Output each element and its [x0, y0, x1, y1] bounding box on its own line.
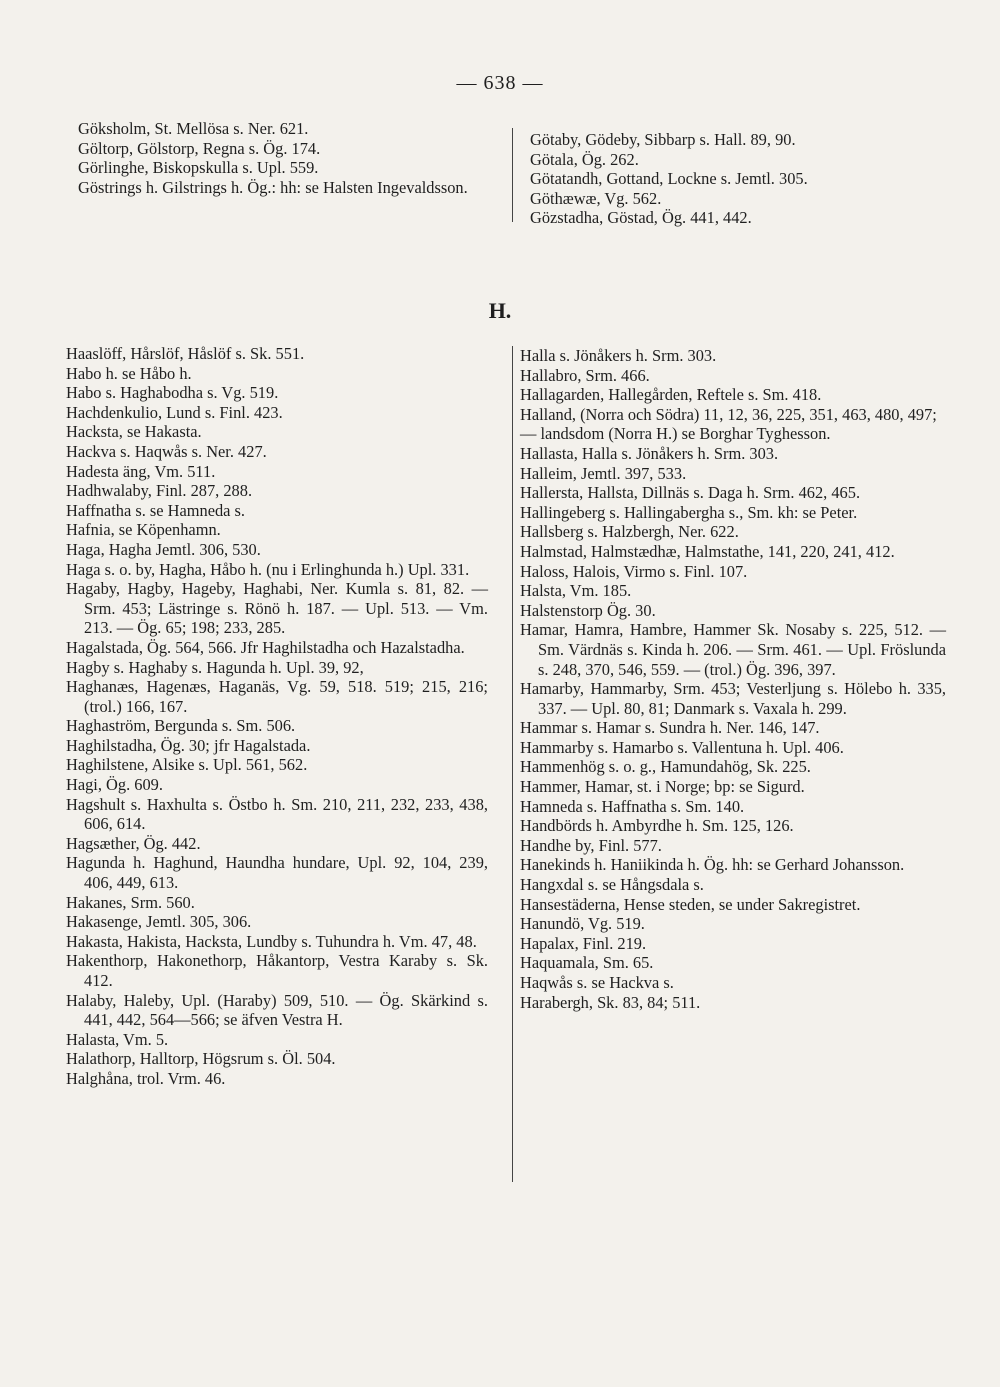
column-divider-top — [512, 128, 513, 222]
index-entry: Haaslöff, Hårslöf, Håslöf s. Sk. 551. — [66, 344, 305, 363]
index-entry: Hackva s. Haqwås s. Ner. 427. — [66, 441, 267, 461]
index-entry: Haghilstene, Alsike s. Upl. 561, 562. — [66, 755, 308, 775]
index-entry: Gözstadha, Göstad, Ög. 441, 442. — [530, 208, 752, 228]
index-entry: Haloss, Halois, Virmo s. Finl. 107. — [520, 561, 748, 581]
section-letter-heading: H. — [488, 298, 512, 323]
index-entry: Halghåna, trol. Vrm. 46. — [66, 1068, 226, 1088]
index-entry: Haghaström, Bergunda s. Sm. 506. — [66, 716, 296, 736]
index-entry: Hansestäderna, Hense steden, se under Sakregistret. — [520, 894, 861, 914]
index-entry: Hadesta äng, Vm. 511. — [66, 461, 216, 481]
index-entry: Habo h. se Håbo h. — [66, 363, 192, 383]
index-entry: Hanekinds h. Haniikinda h. Ög. hh: se Gerhard Johansson. — [520, 855, 905, 875]
index-entry: Hamarby, Hammarby, Srm. 453; Vesterljung s. Hölebo h. 335, 337. — Upl. 80, 81; Danmark s. Vaxala h. 299. — [520, 679, 946, 718]
index-column-top-right — [530, 130, 950, 228]
index-entry: Hammenhög s. o. g., Hamundahög, Sk. 225. — [520, 757, 811, 777]
index-entry: Haffnatha s. se Hamneda s. — [66, 500, 246, 520]
index-entry: Hammarby s. Hamarbo s. Vallentuna h. Upl. 406. — [520, 737, 844, 757]
index-entry: Haga s. o. by, Hagha, Håbo h. (nu i Erlinghunda h.) Upl. 331. — [66, 559, 470, 579]
index-entry: Hakanes, Srm. 560. — [66, 892, 195, 912]
index-entry: Halland, (Norra och Södra) 11, 12, 36, 225, 351, 463, 480, 497; — [520, 404, 937, 424]
index-entry: Hagby s. Haghaby s. Hagunda h. Upl. 39, 92, — [66, 657, 364, 677]
index-entry: Haghilstadha, Ög. 30; jfr Hagalstada. — [66, 735, 311, 755]
index-entry: Haquamala, Sm. 65. — [520, 953, 654, 973]
index-entry: Göltorp, Gölstorp, Regna s. Ög. 174. — [78, 138, 321, 158]
index-entry: Harabergh, Sk. 83, 84; 511. — [520, 992, 701, 1012]
index-entry: Görlinghe, Biskopskulla s. Upl. 559. — [78, 158, 319, 178]
index-entry: Haga, Hagha Jemtl. 306, 530. — [66, 539, 261, 559]
index-entry: Hakenthorp, Hakonethorp, Håkantorp, Vestra Karaby s. Sk. 412. — [66, 951, 488, 990]
index-entry: Götaby, Gödeby, Sibbarp s. Hall. 89, 90. — [530, 130, 796, 149]
index-entry: Hangxdal s. se Hångsdala s. — [520, 875, 704, 895]
index-entry: Göstrings h. Gilstrings h. Ög.: hh: se Halsten Ingevaldsson. — [78, 177, 468, 197]
page-number: — 638 — — [456, 72, 544, 94]
index-entry: Hakasenge, Jemtl. 305, 306. — [66, 912, 252, 932]
index-entry: Hagsæther, Ög. 442. — [66, 833, 201, 853]
index-entry: Hamneda s. Haffnatha s. Sm. 140. — [520, 796, 745, 816]
index-entry: Hamar, Hamra, Hambre, Hammer Sk. Nosaby s. 225, 512. — Sm. Värdnäs s. Kinda h. 206. — Srm. 461. — Upl. Fröslunda s. 248, 370, 546, 559. — (trol.) Ög. 396, 397. — [520, 620, 946, 679]
index-entry: Hadhwalaby, Finl. 287, 288. — [66, 481, 253, 501]
index-column-main-right — [520, 346, 946, 1012]
index-entry: Hakasta, Hakista, Hacksta, Lundby s. Tuhundra h. Vm. 47, 48. — [66, 931, 477, 951]
index-entry: Hallersta, Hallsta, Dillnäs s. Daga h. Srm. 462, 465. — [520, 483, 861, 503]
index-entry: Halathorp, Halltorp, Högsrum s. Öl. 504. — [66, 1049, 336, 1069]
index-entry: Hagshult s. Haxhulta s. Östbo h. Sm. 210, 211, 232, 233, 438, 606, 614. — [66, 794, 488, 834]
index-entry: Halaby, Haleby, Upl. (Haraby) 509, 510. — Ög. Skärkind s. 441, 442, 564—566; se äfven Vestra H. — [66, 990, 488, 1030]
index-entry: Haghanæs, Hagenæs, Haganäs, Vg. 59, 518. 519; 215, 216; (trol.) 166, 167. — [66, 677, 488, 716]
index-entry: Hachdenkulio, Lund s. Finl. 423. — [66, 402, 283, 422]
index-entry: Göthæwæ, Vg. 562. — [530, 188, 662, 208]
index-entry: Hagunda h. Haghund, Haundha hundare, Upl. 92, 104, 239, 406, 449, 613. — [66, 853, 488, 893]
index-entry: Hallsberg s. Halzbergh, Ner. 622. — [520, 522, 739, 542]
index-entry: Halsta, Vm. 185. — [520, 581, 632, 601]
index-entry: Habo s. Haghabodha s. Vg. 519. — [66, 383, 279, 403]
index-entry: Hapalax, Finl. 219. — [520, 933, 647, 953]
index-entry: Götala, Ög. 262. — [530, 149, 639, 169]
index-entry: Halstenstorp Ög. 30. — [520, 600, 656, 620]
index-entry: Halasta, Vm. 5. — [66, 1029, 169, 1049]
index-entry: Haqwås s. se Hackva s. — [520, 973, 674, 992]
index-entry: Hanundö, Vg. 519. — [520, 914, 645, 934]
index-column-top-left — [78, 119, 498, 197]
index-entry: Hagalstada, Ög. 564, 566. Jfr Haghilstadha och Hazalstadha. — [66, 637, 465, 657]
column-divider-main — [512, 346, 513, 1182]
index-entry: Halmstad, Halmstædhæ, Halmstathe, 141, 220, 241, 412. — [520, 541, 895, 561]
index-entry: — landsdom (Norra H.) se Borghar Tyghesson. — [520, 424, 831, 444]
index-entry: Hammar s. Hamar s. Sundra h. Ner. 146, 147. — [520, 718, 820, 738]
index-entry: Göksholm, St. Mellösa s. Ner. 621. — [78, 119, 309, 138]
index-entry: Handhe by, Finl. 577. — [520, 835, 662, 855]
index-entry: Hagi, Ög. 609. — [66, 775, 163, 795]
index-entry: Hallingeberg s. Hallingabergha s., Sm. kh: se Peter. — [520, 502, 858, 522]
index-column-main-left — [66, 344, 488, 1089]
index-entry: Götatandh, Gottand, Lockne s. Jemtl. 305. — [530, 169, 808, 189]
index-entry: Hallagarden, Hallegården, Reftele s. Sm. 418. — [520, 385, 822, 405]
index-entry: Hacksta, se Hakasta. — [66, 422, 202, 442]
index-entry: Hallasta, Halla s. Jönåkers h. Srm. 303. — [520, 443, 779, 463]
index-entry: Halla s. Jönåkers h. Srm. 303. — [520, 346, 717, 365]
index-entry: Hafnia, se Köpenhamn. — [66, 520, 221, 540]
index-entry: Handbörds h. Ambyrdhe h. Sm. 125, 126. — [520, 816, 794, 836]
index-entry: Hammer, Hamar, st. i Norge; bp: se Sigurd. — [520, 777, 805, 797]
index-entry: Hallabro, Srm. 466. — [520, 365, 650, 385]
index-entry: Halleim, Jemtl. 397, 533. — [520, 463, 687, 483]
index-entry: Hagaby, Hagby, Hageby, Haghabi, Ner. Kumla s. 81, 82. — Srm. 453; Lästringe s. Rönö h. 187. — Upl. 513. — Vm. 213. — Ög. 65; 198; 233, 285. — [66, 579, 488, 638]
